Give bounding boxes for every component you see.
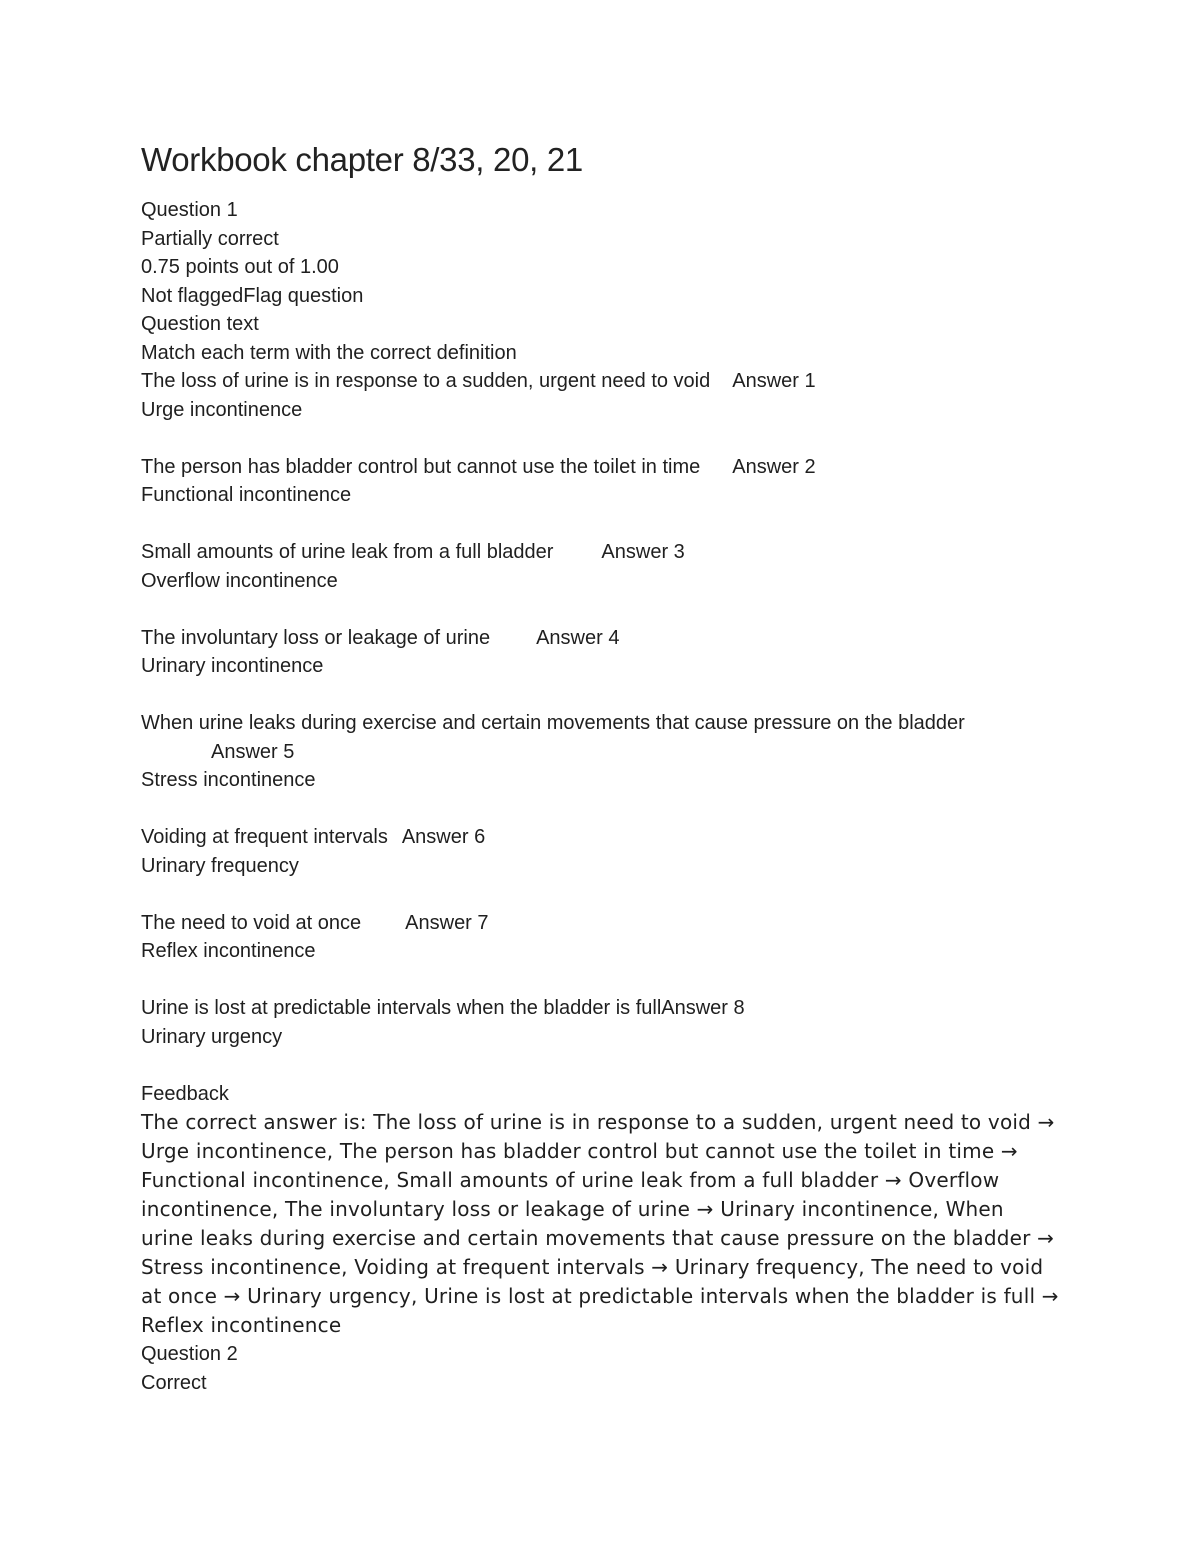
question-status: Partially correct xyxy=(141,227,279,250)
definition-text: Voiding at frequent intervals xyxy=(141,826,388,848)
match-item-answer: Reflex incontinence xyxy=(141,940,316,962)
spacer xyxy=(141,424,1071,453)
match-item-definition xyxy=(141,823,1071,852)
spacer xyxy=(141,880,1071,909)
match-item-answer: Overflow incontinence xyxy=(141,569,338,592)
answer-label: Answer 4 xyxy=(536,626,620,649)
match-item-definition xyxy=(141,367,1071,396)
document-page xyxy=(141,140,1071,1397)
spacer xyxy=(141,510,1071,539)
definition-text: The need to void at once xyxy=(141,911,362,934)
definition-text: The person has bladder control but cannot use the toilet in time xyxy=(141,455,701,478)
definition-text: Urine is lost at predictable intervals when the bladder is full xyxy=(141,997,662,1019)
answer-label: Answer 2 xyxy=(732,455,816,478)
spacer xyxy=(141,795,1071,824)
spacer xyxy=(141,595,1071,624)
answer-label: Answer 1 xyxy=(732,370,816,392)
definition-text: Small amounts of urine leak from a full bladder xyxy=(141,541,554,563)
match-item-answer: Urinary urgency xyxy=(141,1025,283,1048)
match-item-answer: Urge incontinence xyxy=(141,398,303,421)
answer-label: Answer 5 xyxy=(211,740,295,763)
answer-label: Answer 6 xyxy=(401,826,486,848)
match-item-definition xyxy=(141,994,1071,1023)
question-text-heading: Question text xyxy=(141,313,259,335)
question-label: Question 1 xyxy=(141,199,238,221)
question-prompt: Match each term with the correct definition xyxy=(141,341,517,364)
answer-label: Answer 3 xyxy=(601,541,685,563)
match-item-definition xyxy=(141,538,1071,567)
spacer xyxy=(141,1051,1071,1080)
definition-text: The loss of urine is in response to a sudden, urgent need to void xyxy=(141,370,711,392)
answer-label: Answer 8 xyxy=(661,997,745,1019)
match-item-answer: Stress incontinence xyxy=(141,769,316,791)
question-status: Correct xyxy=(141,1371,207,1394)
match-item-definition: When urine leaks during exercise and certain movements that cause pressure on the bladder xyxy=(141,712,965,734)
feedback-heading: Feedback xyxy=(141,1082,229,1105)
match-item-answer: Urinary incontinence xyxy=(141,655,324,677)
definition-text: The involuntary loss or leakage of urine xyxy=(141,626,491,649)
page-title: Workbook chapter 8/33, 20, 21 xyxy=(141,141,583,178)
match-item-answer: Functional incontinence xyxy=(141,484,352,506)
answer-label: Answer 7 xyxy=(405,911,489,934)
match-item-definition xyxy=(141,453,1071,482)
spacer xyxy=(141,681,1071,710)
question-points: 0.75 points out of 1.00 xyxy=(141,256,339,278)
match-item-answer: Urinary frequency xyxy=(141,854,299,877)
match-item-definition xyxy=(141,624,1071,653)
flag-question-text: Not flaggedFlag question xyxy=(141,284,364,307)
feedback-text: The correct answer is: The loss of urine is in response to a sudden, urgent need to void → Urge incontinence, The person has bladder control but cannot use the toilet in time → Functional incontinence, Small amounts of urine leak from a full bladder → Overflow incontinence, The involuntary loss or leakage of urine → Urinary incontinence, When urine leaks during exercise and certain movements that cause pressure on the bladder → Stress incontinence, Voiding at frequent intervals → Urinary frequency, The need to void at once → Urinary urgency, Urine is lost at predictable intervals when the bladder is full → Reflex incontinence xyxy=(141,1110,1059,1337)
spacer xyxy=(141,966,1071,995)
question-label: Question 2 xyxy=(141,1343,238,1365)
match-item-definition xyxy=(141,909,1071,938)
